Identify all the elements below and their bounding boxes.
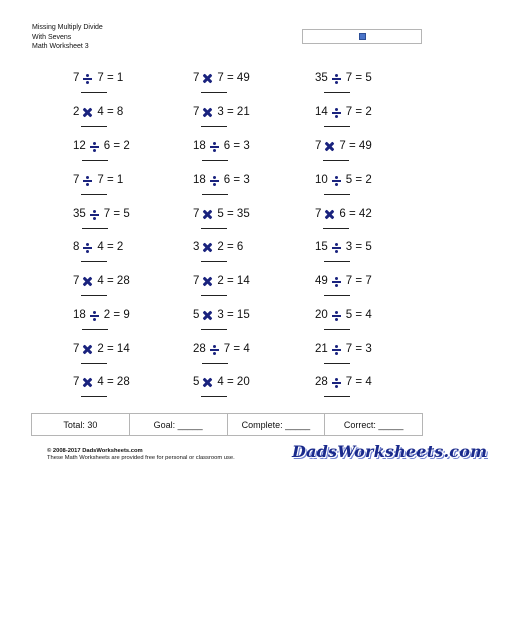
operand-a: 7 <box>73 343 80 355</box>
multiply-icon <box>79 376 97 389</box>
divide-icon <box>328 72 346 85</box>
equals-sign: = <box>110 309 124 321</box>
result-value: 4 <box>365 309 372 321</box>
equals-sign: = <box>223 275 237 287</box>
operand-b: 5 <box>217 208 224 220</box>
equals-sign: = <box>230 343 244 355</box>
answer-line <box>81 92 107 93</box>
problem-expression <box>193 174 250 188</box>
problem-expression <box>315 376 372 390</box>
operand-a: 14 <box>315 106 328 118</box>
result-value: 1 <box>116 174 124 186</box>
operand-b: 7 <box>97 174 104 186</box>
problem-expression <box>193 376 250 390</box>
operand-b: 2 <box>97 343 104 355</box>
operand-a: 20 <box>315 309 328 321</box>
divide-icon <box>328 376 346 389</box>
problem-expression <box>315 343 372 357</box>
equals-sign: = <box>103 72 117 84</box>
operand-a: 7 <box>193 72 200 84</box>
operand-a: 7 <box>73 376 80 388</box>
score-bar <box>31 413 423 436</box>
answer-line <box>82 329 108 330</box>
goal-field: Goal: _____ <box>130 414 228 435</box>
result-value: 35 <box>236 208 250 220</box>
answer-line <box>201 329 227 330</box>
operand-a: 7 <box>315 208 322 220</box>
divide-icon <box>86 208 104 221</box>
divide-icon <box>328 275 346 288</box>
operand-a: 15 <box>315 241 328 253</box>
equals-sign: = <box>103 343 117 355</box>
result-value: 6 <box>236 241 244 253</box>
answer-line <box>81 396 107 397</box>
result-value: 4 <box>243 343 250 355</box>
multiply-icon <box>199 275 217 288</box>
answer-line <box>201 295 227 296</box>
result-value: 21 <box>236 106 250 118</box>
problem-expression <box>73 309 130 323</box>
operand-a: 7 <box>73 72 80 84</box>
operand-b: 4 <box>97 376 104 388</box>
equals-sign: = <box>352 376 366 388</box>
result-value: 2 <box>365 106 372 118</box>
result-value: 5 <box>365 72 372 84</box>
operand-b: 7 <box>103 208 111 220</box>
operand-b: 6 <box>339 208 346 220</box>
problem-expression <box>73 208 130 222</box>
operand-b: 2 <box>103 309 111 321</box>
operand-b: 7 <box>345 376 353 388</box>
operand-a: 18 <box>193 174 206 186</box>
result-value: 2 <box>123 140 130 152</box>
problem-expression <box>193 140 250 154</box>
answer-line <box>324 329 350 330</box>
multiply-icon <box>199 208 217 221</box>
operand-b: 3 <box>217 309 224 321</box>
answer-line <box>81 363 107 364</box>
answer-line <box>82 160 108 161</box>
answer-line <box>82 228 108 229</box>
equals-sign: = <box>103 241 117 253</box>
divide-icon <box>79 72 97 85</box>
answer-line <box>324 396 350 397</box>
result-value: 28 <box>116 376 130 388</box>
result-value: 49 <box>358 140 372 152</box>
operand-b: 4 <box>217 376 224 388</box>
operand-b: 7 <box>97 72 104 84</box>
equals-sign: = <box>103 376 117 388</box>
problem-expression <box>315 106 372 120</box>
answer-line <box>202 160 228 161</box>
operand-a: 18 <box>193 140 206 152</box>
operand-a: 5 <box>193 376 200 388</box>
answer-line <box>201 396 227 397</box>
operand-a: 12 <box>73 140 86 152</box>
equals-sign: = <box>230 140 244 152</box>
operand-a: 3 <box>193 241 200 253</box>
equals-sign: = <box>110 140 124 152</box>
operand-a: 2 <box>73 106 80 118</box>
answer-line <box>81 194 107 195</box>
answer-line <box>323 228 349 229</box>
answer-line <box>201 228 227 229</box>
problem-expression <box>315 72 372 86</box>
result-value: 3 <box>365 343 372 355</box>
operand-a: 35 <box>73 208 86 220</box>
operand-b: 2 <box>217 275 224 287</box>
divide-icon <box>79 174 97 187</box>
result-value: 20 <box>236 376 250 388</box>
problem-expression <box>73 275 130 289</box>
worksheet-number: Math Worksheet 3 <box>32 43 89 50</box>
multiply-icon <box>199 106 217 119</box>
problem-expression <box>315 208 372 222</box>
answer-line <box>324 295 350 296</box>
equals-sign: = <box>352 106 366 118</box>
problem-expression <box>315 174 372 188</box>
operand-a: 8 <box>73 241 80 253</box>
divide-icon <box>86 309 104 322</box>
equals-sign: = <box>230 174 244 186</box>
equals-sign: = <box>352 309 366 321</box>
operand-a: 28 <box>315 376 328 388</box>
problem-expression <box>315 241 372 255</box>
divide-icon <box>328 241 346 254</box>
operand-b: 5 <box>345 174 353 186</box>
result-value: 5 <box>123 208 130 220</box>
equals-sign: = <box>352 174 366 186</box>
equals-sign: = <box>110 208 124 220</box>
equals-sign: = <box>103 275 117 287</box>
operand-b: 5 <box>345 309 353 321</box>
answer-line <box>324 194 350 195</box>
answer-line <box>324 363 350 364</box>
problem-expression <box>193 309 250 323</box>
problem-expression <box>193 106 250 120</box>
operand-b: 4 <box>97 241 104 253</box>
multiply-icon <box>321 140 339 153</box>
operand-b: 7 <box>345 72 353 84</box>
divide-icon <box>328 106 346 119</box>
multiply-icon <box>199 376 217 389</box>
operand-a: 5 <box>193 309 200 321</box>
total-count: Total: 30 <box>32 414 130 435</box>
answer-line <box>324 92 350 93</box>
result-value: 5 <box>365 241 372 253</box>
problem-expression <box>315 140 372 154</box>
equals-sign: = <box>223 72 237 84</box>
problem-expression <box>193 275 250 289</box>
answer-line <box>81 295 107 296</box>
equals-sign: = <box>103 106 117 118</box>
operand-a: 21 <box>315 343 328 355</box>
multiply-icon <box>199 309 217 322</box>
problem-expression <box>193 208 250 222</box>
result-value: 49 <box>236 72 250 84</box>
operand-a: 7 <box>193 106 200 118</box>
result-value: 28 <box>116 275 130 287</box>
answer-line <box>323 160 349 161</box>
operand-a: 28 <box>193 343 206 355</box>
operand-b: 7 <box>345 106 353 118</box>
operand-b: 6 <box>103 140 111 152</box>
footer <box>47 448 235 462</box>
result-value: 15 <box>236 309 250 321</box>
operand-a: 7 <box>315 140 322 152</box>
answer-line <box>81 126 107 127</box>
result-value: 4 <box>365 376 372 388</box>
equals-sign: = <box>345 208 359 220</box>
equals-sign: = <box>223 208 237 220</box>
problem-expression <box>73 174 123 188</box>
divide-icon <box>86 140 104 153</box>
equals-sign: = <box>352 72 366 84</box>
operand-a: 10 <box>315 174 328 186</box>
usage-note: These Math Worksheets are provided free for personal or classroom use. <box>47 455 235 461</box>
multiply-icon <box>199 72 217 85</box>
operand-a: 7 <box>73 275 80 287</box>
operand-a: 7 <box>193 275 200 287</box>
result-value: 8 <box>116 106 124 118</box>
operand-b: 2 <box>217 241 224 253</box>
equals-sign: = <box>352 275 366 287</box>
answer-line <box>202 194 228 195</box>
operand-a: 35 <box>315 72 328 84</box>
multiply-icon <box>79 275 97 288</box>
answer-line <box>81 261 107 262</box>
problem-expression <box>73 376 130 390</box>
operand-b: 7 <box>223 343 231 355</box>
equals-sign: = <box>223 241 237 253</box>
problem-expression <box>73 140 130 154</box>
equals-sign: = <box>223 106 237 118</box>
multiply-icon <box>199 241 217 254</box>
divide-icon <box>328 343 346 356</box>
operand-b: 7 <box>345 275 353 287</box>
operand-b: 7 <box>345 343 353 355</box>
operand-b: 6 <box>223 140 231 152</box>
result-value: 2 <box>365 174 372 186</box>
problem-expression <box>193 241 243 255</box>
equals-sign: = <box>223 309 237 321</box>
operand-a: 18 <box>73 309 86 321</box>
equals-sign: = <box>352 241 366 253</box>
problem-expression <box>73 72 123 86</box>
multiply-icon <box>79 343 97 356</box>
answer-line <box>201 126 227 127</box>
answer-line <box>201 261 227 262</box>
worksheet-subtitle: With Sevens <box>32 33 72 41</box>
operand-b: 3 <box>345 241 353 253</box>
problem-expression <box>315 309 372 323</box>
operand-a: 7 <box>193 208 200 220</box>
answer-line <box>201 92 227 93</box>
answer-line <box>202 363 228 364</box>
divide-icon <box>79 241 97 254</box>
problem-expression <box>193 343 250 357</box>
operand-b: 3 <box>217 106 224 118</box>
multiply-icon <box>321 208 339 221</box>
operand-b: 6 <box>223 174 231 186</box>
divide-icon <box>328 174 346 187</box>
operand-a: 49 <box>315 275 328 287</box>
result-value: 9 <box>123 309 130 321</box>
answer-line <box>324 126 350 127</box>
operand-b: 4 <box>97 275 104 287</box>
worksheet-title: Missing Multiply Divide <box>32 24 103 31</box>
divide-icon <box>206 174 224 187</box>
multiply-icon <box>79 106 97 119</box>
result-value: 42 <box>358 208 372 220</box>
result-value: 7 <box>365 275 372 287</box>
result-value: 3 <box>243 140 250 152</box>
problem-expression <box>315 275 372 289</box>
result-value: 2 <box>116 241 124 253</box>
equals-sign: = <box>103 174 117 186</box>
divide-icon <box>206 140 224 153</box>
operand-b: 7 <box>339 140 346 152</box>
operand-b: 4 <box>97 106 104 118</box>
divide-icon <box>328 309 346 322</box>
result-value: 3 <box>243 174 250 186</box>
result-value: 14 <box>236 275 250 287</box>
correct-field: Correct: _____ <box>343 419 404 430</box>
operand-b: 7 <box>217 72 224 84</box>
result-value: 1 <box>116 72 124 84</box>
copyright-text: © 2008-2017 DadsWorksheets.com <box>47 448 143 454</box>
problem-expression <box>73 241 123 255</box>
result-value: 14 <box>116 343 130 355</box>
dadsworksheets-logo: DadsWorksheets.com <box>292 442 488 461</box>
operand-a: 7 <box>73 174 80 186</box>
problem-expression <box>73 343 130 357</box>
equals-sign: = <box>223 376 237 388</box>
equals-sign: = <box>352 343 366 355</box>
answer-line <box>324 261 350 262</box>
problem-expression <box>193 72 250 86</box>
equals-sign: = <box>345 140 359 152</box>
divide-icon <box>206 343 224 356</box>
complete-field: Complete: _____ <box>228 414 326 435</box>
problem-expression <box>73 106 123 120</box>
